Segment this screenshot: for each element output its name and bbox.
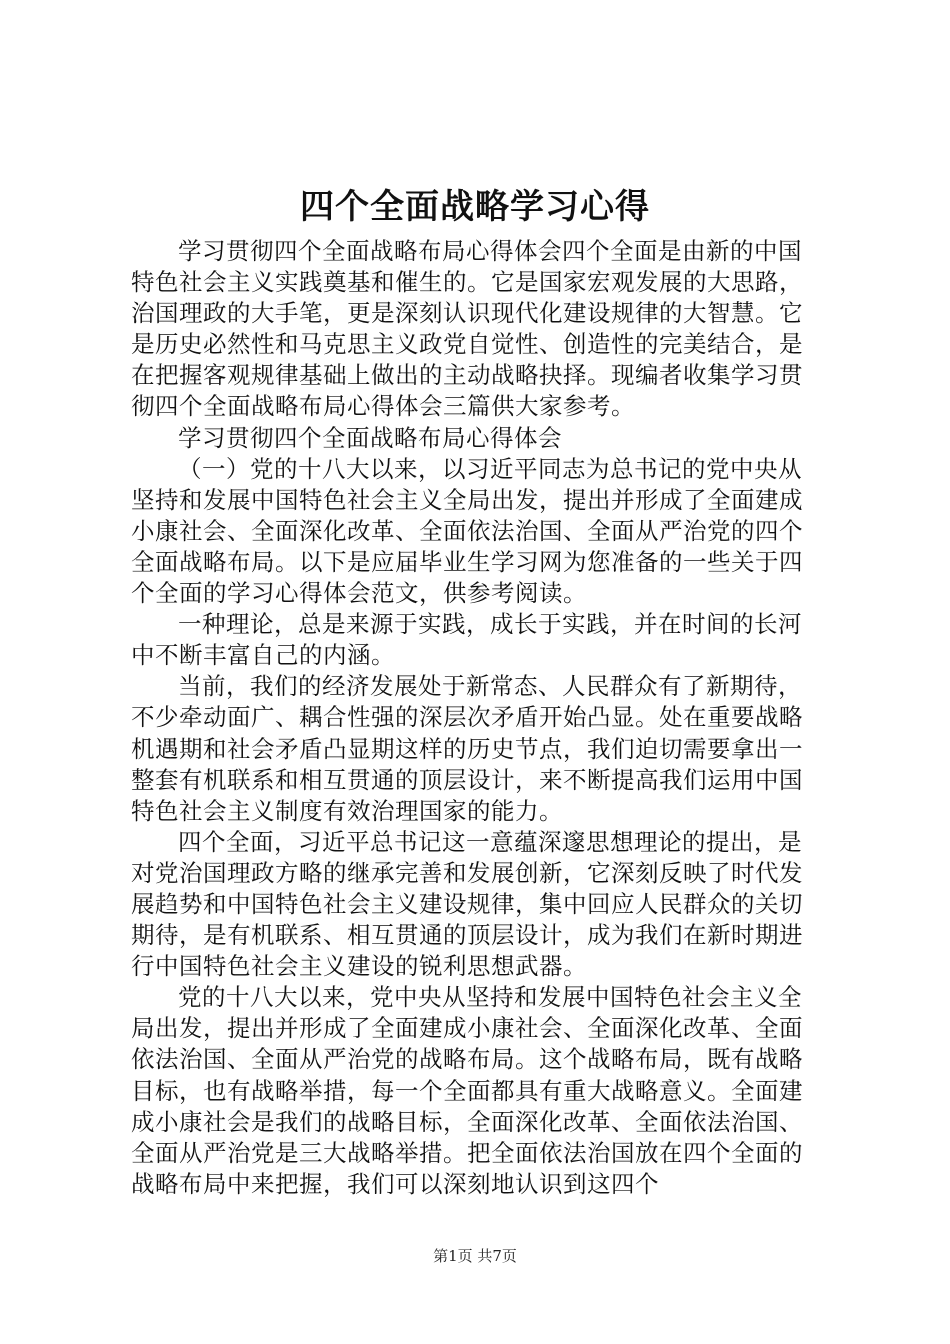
paragraph-intro: 学习贯彻四个全面战略布局心得体会四个全面是由新的中国特色社会主义实践奠基和催生的。它是国家宏观发展的大思路，治国理政的大手笔，更是深刻认识现代化建设规律的大智慧。它是历史必然性和马克思主义政党自觉性、创造性的完美结合，是在把握客观规律基础上做出的主动战略抉择。现编者收集学习贯彻四个全面战略布局心得体会三篇供大家参考。 [131,237,803,421]
document-title: 四个全面战略学习心得 [300,187,650,227]
paragraph-theory: 一种理论，总是来源于实践，成长于实践，并在时间的长河中不断丰富自己的内涵。 [131,610,802,670]
paragraph-four-comprehensives: 四个全面，习近平总书记这一意蕴深邃思想理论的提出，是对党治国理政方略的继承完善和发展创新，它深刻反映了时代发展趋势和中国特色社会主义建设规律，集中回应人民群众的关切期待，是有机联系、相互贯通的顶层设计，成为我们在新时期进行中国特色社会主义建设的锐利思想武器。 [131,827,803,981]
page-number-footer: 第1页 共7页 [433,1247,517,1265]
paragraph-current: 当前，我们的经济发展处于新常态、人民群众有了新期待，不少牵动面广、耦合性强的深层次矛盾开始凸显。处在重要战略机遇期和社会矛盾凸显期这样的历史节点，我们迫切需要拿出一整套有机联系和相互贯通的顶层设计，来不断提高我们运用中国特色社会主义制度有效治理国家的能力。 [131,672,803,825]
paragraph-section-one: （一）党的十八大以来，以习近平同志为总书记的党中央从坚持和发展中国特色社会主义全局出发，提出并形成了全面建成小康社会、全面深化改革、全面依法治国、全面从严治党的四个全面战略布局。以下是应届毕业生学习网为您准备的一些关于四个全面的学习心得体会范文，供参考阅读。 [131,454,803,608]
paragraph-strategy: 党的十八大以来，党中央从坚持和发展中国特色社会主义全局出发，提出并形成了全面建成小康社会、全面深化改革、全面依法治国、全面从严治党的战略布局。这个战略布局，既有战略目标，也有战略举措，每一个全面都具有重大战略意义。全面建成小康社会是我们的战略目标，全面深化改革、全面依法治国、全面从严治党是三大战略举措。把全面依法治国放在四个全面的战略布局中来把握，我们可以深刻地认识到这四个 [131,983,803,1198]
document-body [131,236,825,1200]
paragraph-subheading: 学习贯彻四个全面战略布局心得体会 [178,423,562,452]
